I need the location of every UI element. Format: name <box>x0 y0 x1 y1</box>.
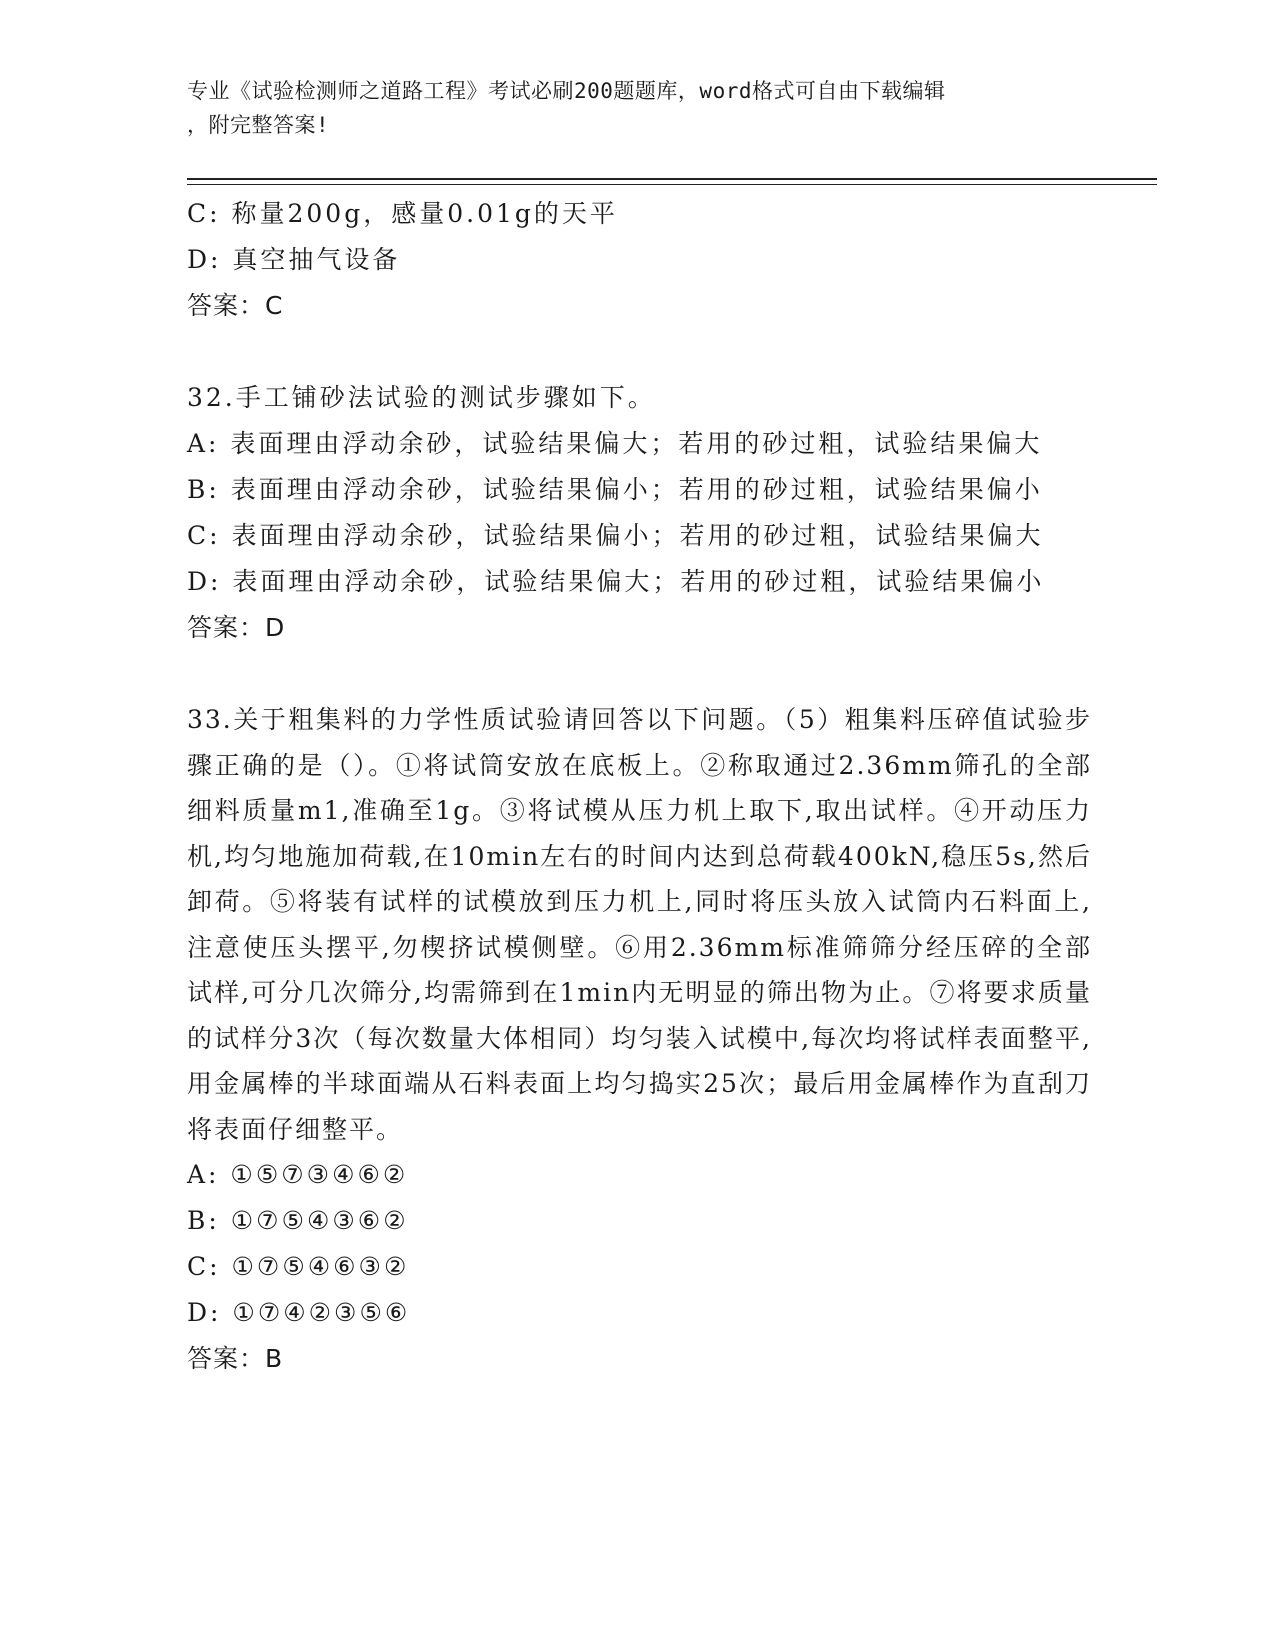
answer: 答案：C <box>187 291 284 320</box>
option-b: B: 表面理由浮动余砂，试验结果偏小；若用的砂过粗，试验结果偏小 <box>187 475 1043 504</box>
question-33 <box>187 697 1092 1382</box>
question-stem: 32.手工铺砂法试验的测试步骤如下。 <box>187 383 656 412</box>
document-body <box>187 191 1092 1382</box>
header-divider-thin <box>187 184 1157 185</box>
question-stem: 33.关于粗集料的力学性质试验请回答以下问题。（5）粗集料压碎值试验步骤正确的是（）。①将试筒安放在底板上。②称取通过2.36mm筛孔的全部细料质量m1,准确至1g。③将试模从压力机上取下,取出试样。④开动压力机,均匀地施加荷载,在10min左右的时间内达到总荷载400kN,稳压5s,然后卸荷。⑤将装有试样的试模放到压力机上,同时将压头放入试筒内石料面上,注意使压头摆平,勿楔挤试模侧壁。⑥用2.36mm标准筛筛分经压碎的全部试样,可分几次筛分,均需筛到在1min内无明显的筛出物为止。⑦将要求质量的试样分3次（每次数量大体相同）均匀装入试模中,每次均将试样表面整平,用金属棒的半球面端从石料表面上均匀捣实25次；最后用金属棒作为直刮刀将表面仔细整平。 <box>187 705 1092 1144</box>
option-d: D: 真空抽气设备 <box>187 245 401 274</box>
question-31-tail <box>187 191 1092 329</box>
header-line-2: ，附完整答案! <box>187 113 330 137</box>
spacer <box>187 651 1092 697</box>
option-a: A: ①⑤⑦③④⑥② <box>187 1160 409 1189</box>
question-32 <box>187 375 1092 651</box>
option-b: B: ①⑦⑤④③⑥② <box>187 1206 409 1235</box>
option-d: D: 表面理由浮动余砂，试验结果偏大；若用的砂过粗，试验结果偏小 <box>187 567 1045 596</box>
option-c: C: 称量200g，感量0.01g的天平 <box>187 199 618 228</box>
answer: 答案：B <box>187 1344 284 1373</box>
header-divider-thick <box>187 178 1157 180</box>
option-d: D: ①⑦④②③⑤⑥ <box>187 1298 411 1327</box>
spacer <box>187 329 1092 375</box>
option-c: C: 表面理由浮动余砂，试验结果偏小；若用的砂过粗，试验结果偏大 <box>187 521 1044 550</box>
header-line-1: 专业《试验检测师之道路工程》考试必刷200题题库，word格式可自由下载编辑 <box>187 79 946 103</box>
option-c: C: ①⑦⑤④⑥③② <box>187 1252 410 1281</box>
document-header <box>187 74 1067 142</box>
answer: 答案：D <box>187 613 286 642</box>
option-a: A: 表面理由浮动余砂，试验结果偏大；若用的砂过粗，试验结果偏大 <box>187 429 1043 458</box>
